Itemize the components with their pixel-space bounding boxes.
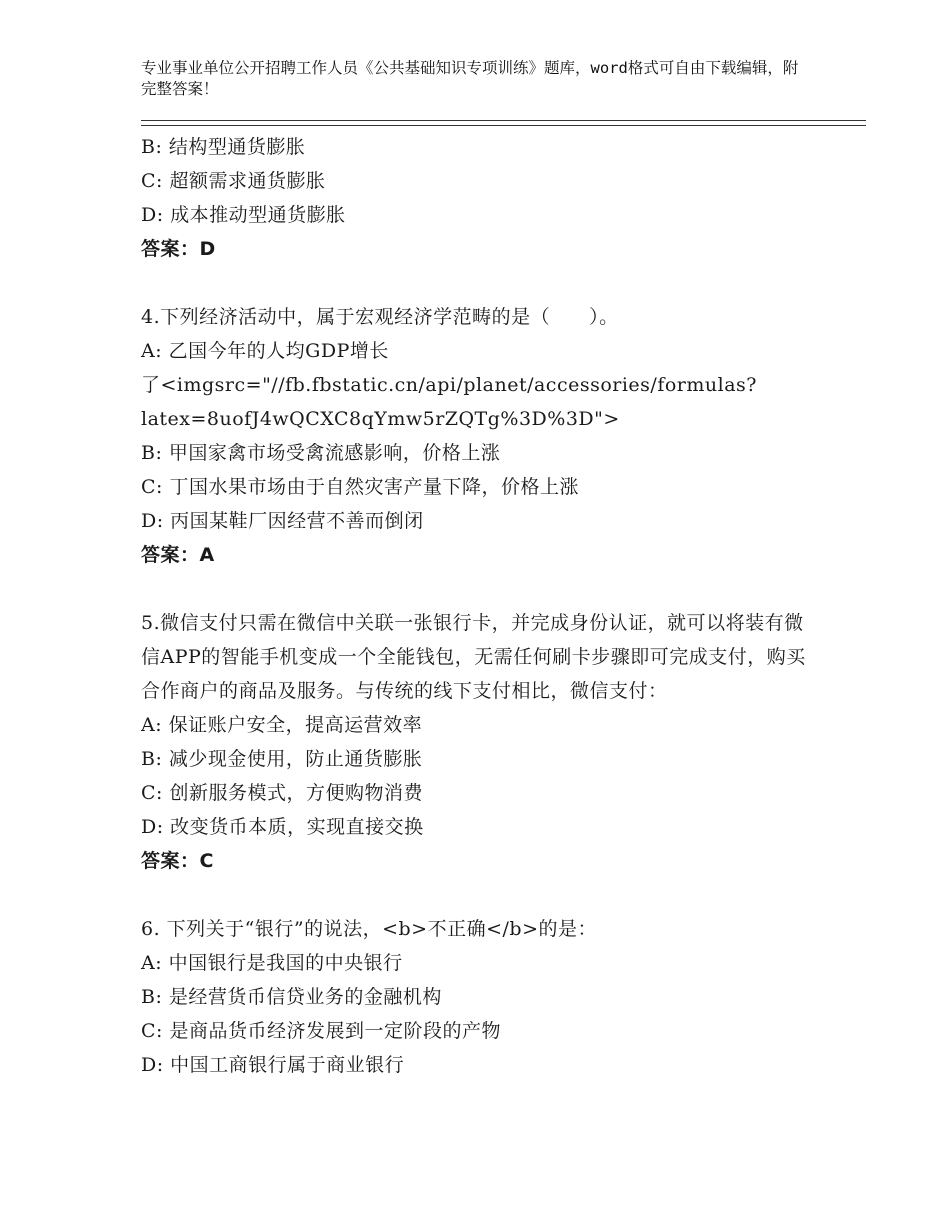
option-a: A: 中国银行是我国的中央银行 (141, 952, 403, 974)
option-d: D: 中国工商银行属于商业银行 (141, 1054, 405, 1076)
broken-image-markup-line-2: latex=8uofJ4wQCXC8qYmw5rZQTg%3D%3D"> (141, 408, 620, 430)
option-b: B: 结构型通货膨胀 (141, 136, 306, 158)
option-d: D: 成本推动型通货膨胀 (141, 204, 346, 226)
question-stem: 5.微信支付只需在微信中关联一张银行卡，并完成身份认证，就可以将装有微信APP的智能手机变成一个全能钱包，无需任何刷卡步骤即可完成支付，购买合作商户的商品及服务。与传统的线下支付相比，微信支付： (141, 612, 806, 702)
option-c: C: 创新服务模式，方便购物消费 (141, 782, 423, 804)
question-4 (141, 300, 821, 572)
question-stem: 6. 下列关于“银行”的说法，<b>不正确</b>的是： (141, 918, 598, 940)
option-b: B: 甲国家禽市场受禽流感影响，价格上涨 (141, 442, 501, 464)
option-c: C: 超额需求通货膨胀 (141, 170, 326, 192)
question-stem: 4.下列经济活动中，属于宏观经济学范畴的是（ ）。 (141, 306, 619, 328)
broken-image-markup-line-1: 了<imgsrc="//fb.fbstatic.cn/api/planet/accessories/formulas? (141, 374, 757, 396)
page-header: 专业事业单位公开招聘工作人员《公共基础知识专项训练》题库，word格式可自由下载编辑，附完整答案！ (141, 59, 799, 98)
question-5 (141, 606, 821, 878)
option-b: B: 是经营货币信贷业务的金融机构 (141, 986, 442, 1008)
option-a: A: 乙国今年的人均GDP增长 (141, 340, 389, 362)
header-divider (141, 120, 866, 126)
answer-label: 答案：D (141, 238, 216, 260)
option-d: D: 改变货币本质，实现直接交换 (141, 816, 424, 838)
question-6 (141, 912, 821, 1082)
answer-label: 答案：C (141, 850, 214, 872)
option-c: C: 丁国水果市场由于自然灾害产量下降，价格上涨 (141, 476, 579, 498)
answer-label: 答案：A (141, 544, 215, 566)
option-a: A: 保证账户安全，提高运营效率 (141, 714, 423, 736)
option-c: C: 是商品货币经济发展到一定阶段的产物 (141, 1020, 501, 1042)
document-body (141, 130, 821, 1082)
option-d: D: 丙国某鞋厂因经营不善而倒闭 (141, 510, 424, 532)
question-3-continued (141, 130, 821, 266)
option-b: B: 减少现金使用，防止通货膨胀 (141, 748, 423, 770)
